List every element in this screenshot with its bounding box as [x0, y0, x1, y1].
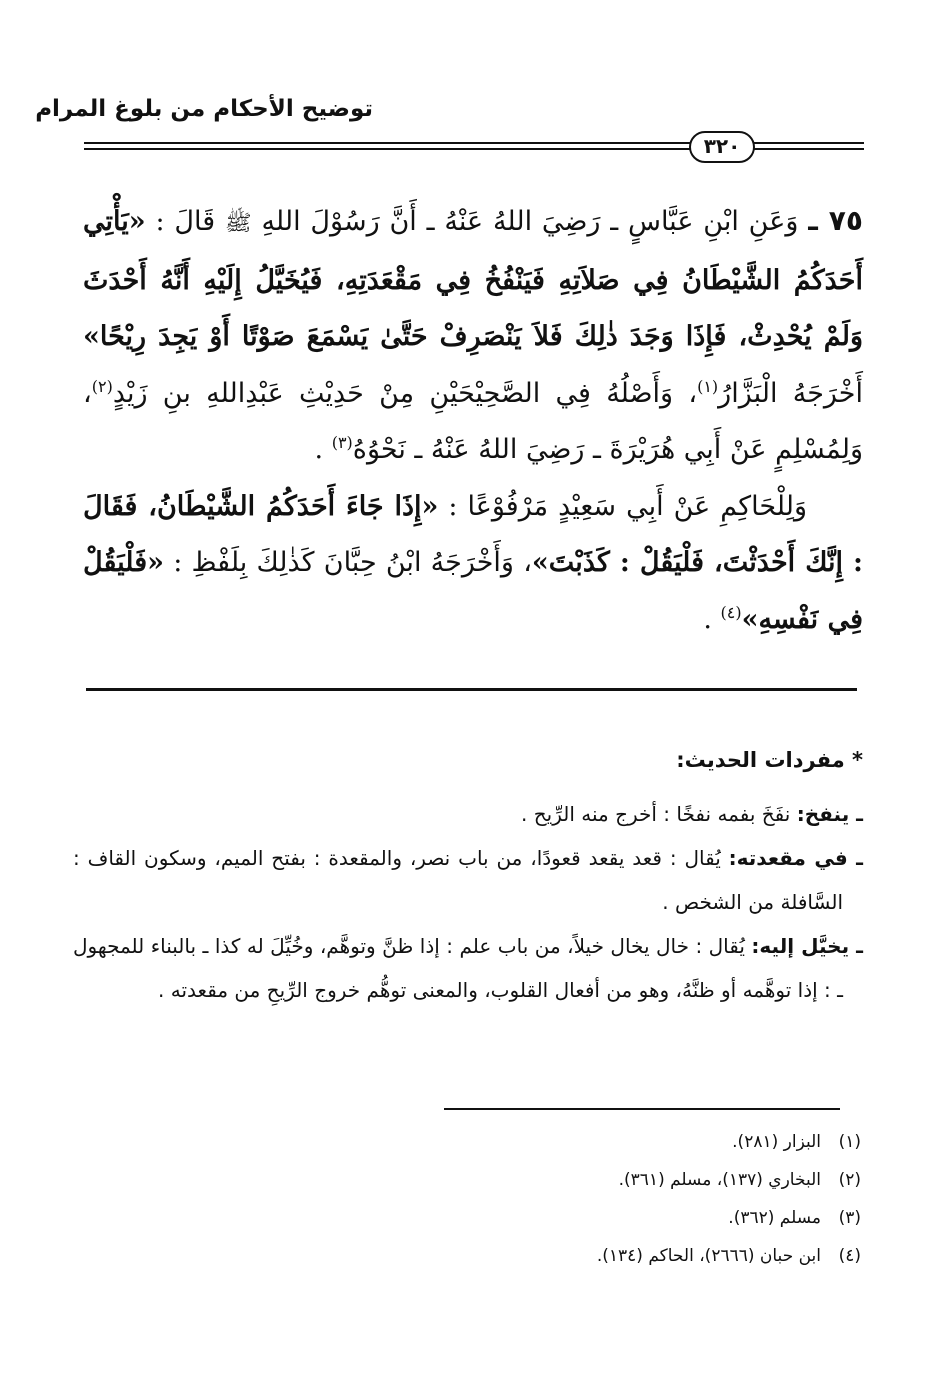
section-divider [86, 688, 857, 691]
hadith-text [83, 193, 863, 648]
hakim-intro: وَلِلْحَاكِمِ عَنْ أَبِي سَعِيْدٍ مَرْفُوْعًا : [448, 490, 807, 522]
takhrij-muslim: ، وَلِمُسْلِمٍ عَنْ أَبِي هُرَيْرَةَ ـ رَضِيَ اللهُ عَنْهُ ـ نَحْوُهُ [83, 377, 863, 465]
ibn-hibban-text: ، وَأَخْرَجَهُ ابْنُ حِبَّانَ كَذٰلِكَ بِلَفْظِ : [173, 547, 532, 578]
footnote-ref-3[interactable]: (٣) [331, 433, 353, 452]
footnote-text: البزار (٢٨١). [732, 1132, 821, 1152]
footnote [161, 1237, 861, 1275]
vocab-entry [73, 924, 863, 1012]
hakim-quote: «إِذَا جَاءَ أَحَدَكُمُ الشَّيْطَانُ، فَقَالَ : إِنَّكَ أَحْدَثْتَ، فَلْيَقُلْ : كَذَبْتَ» [83, 490, 863, 578]
footnote-ref-1[interactable]: (١) [697, 376, 719, 396]
vocabulary-title: * مفردات الحديث: [676, 748, 863, 772]
footnote-separator [444, 1108, 840, 1110]
vocabulary-section [73, 738, 863, 1012]
vocab-term: ـ يخيَّل إليه: [751, 934, 863, 958]
footnote-ref-4[interactable]: (٤) [720, 602, 742, 622]
vocab-entry [73, 836, 863, 924]
hadith-qala: قَالَ : [155, 206, 216, 237]
hadith-paragraph [83, 193, 863, 479]
footnote-number: (٣) [838, 1208, 861, 1228]
vocab-definition: يُقال : قعد يقعد قعودًا، من باب نصر، والمقعدة : بفتح الميم، وسكون القاف : السَّافلة من الشخص . [73, 846, 843, 914]
takhrij-sahihayn: ، وَأَصْلُهُ فِي الصَّحِيْحَيْنِ مِنْ حَدِيْثِ عَبْدِاللهِ بنِ زَيْدٍ [112, 377, 698, 409]
takhrij-bazzar: أَخْرَجَهُ الْبَزَّارُ [718, 377, 863, 409]
vocab-term: ـ في مقعدته: [728, 846, 863, 870]
footnote-text: البخاري (١٣٧)، مسلم (٣٦١). [618, 1170, 821, 1190]
prophet-salutation-mark: ﷺ [225, 211, 252, 236]
footnote-number: (٤) [838, 1246, 861, 1266]
footnote-text: مسلم (٣٦٢). [728, 1208, 821, 1228]
footnote-text: ابن حبان (٢٦٦٦)، الحاكم (١٣٤). [596, 1246, 821, 1266]
vocab-entry [73, 792, 863, 836]
footnote [161, 1161, 861, 1199]
hakim-end: . [703, 603, 721, 635]
page-number: ٣٢٠ [689, 131, 755, 163]
footnote-ref-2[interactable]: (٢) [91, 376, 113, 396]
vocab-definition: نفَخَ بفمه نفخًا : أخرج منه الرِّيح . [521, 802, 797, 826]
footnote [161, 1123, 861, 1161]
footnotes [161, 1123, 861, 1275]
hadith-matn: «يَأْتِي أَحَدَكُمُ الشَّيْطَانُ فِي صَلاَتِهِ فَيَنْفُخُ فِي مَقْعَدَتِهِ، فَيُخَيَّلُ إِلَيْهِ أَنَّهُ أَحْدَثَ وَلَمْ يُحْدِثْ، فَإِذَا وَجَدَ ذٰلِكَ فَلاَ يَنْصَرِفْ حَتَّىٰ يَسْمَعَ صَوْتًا أَوْ يَجِدَ رِيْحًا» [83, 206, 863, 352]
footnote-number: (٢) [838, 1170, 861, 1190]
vocab-term: ـ ينفخ: [796, 802, 863, 826]
footnote-number: (١) [838, 1132, 861, 1152]
takhrij-end: . [314, 434, 332, 465]
ibn-hibban-quote: «فَلْيَقُلْ فِي نَفْسِهِ» [83, 547, 863, 635]
hakim-paragraph [83, 479, 863, 649]
hadith-number: ٧٥ ـ [808, 204, 863, 237]
vocab-definition: يُقال : خال يخال خيلاً، من باب علم : إذا ظنَّ وتوهَّم، وخُيِّلَ له كذا ـ بالبناء للمجهول ـ : إذا توهَّمه أو ظنَّهُ، وهو من أفعال القلوب، والمعنى توهُّم خروج الرِّيحِ من مقعدته . [73, 934, 843, 1002]
hadith-isnad: وَعَنِ ابْنِ عَبَّاسٍ ـ رَضِيَ اللهُ عَنْهُ ـ أَنَّ رَسُوْلَ اللهِ [261, 206, 799, 237]
footnote [161, 1199, 861, 1237]
running-header-title: توضيح الأحكام من بلوغ المرام [35, 96, 373, 122]
